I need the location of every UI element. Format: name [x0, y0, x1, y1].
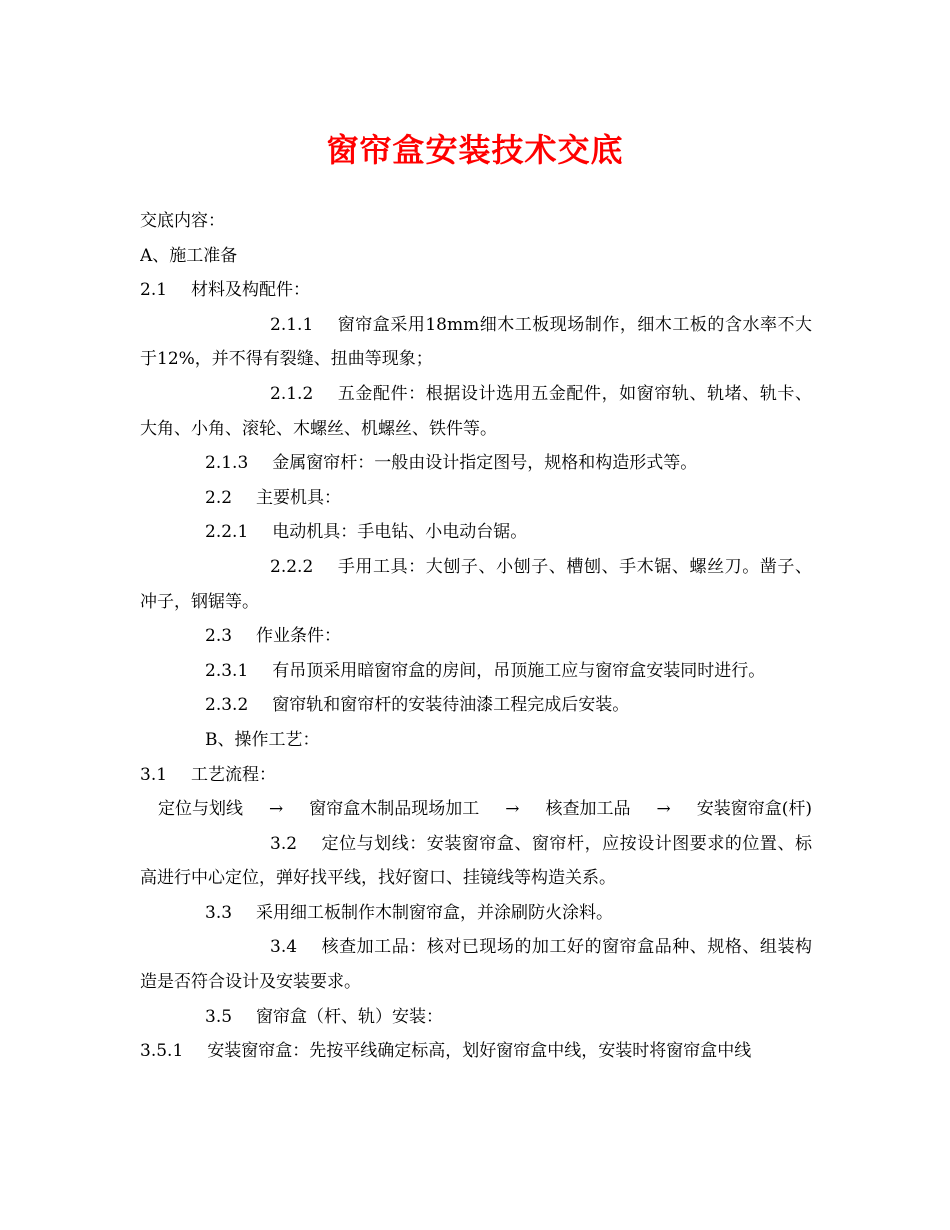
item-number: 2.1.2	[270, 383, 314, 404]
item-number: 3.1	[140, 764, 168, 785]
item-number: 3.5	[205, 1006, 233, 1027]
item-text: 五金配件：根据设计选用五金配件，如窗帘轨、轨堵、轨卡、大角、小角、滚轮、木螺丝、机螺丝、铁件等。	[140, 383, 812, 439]
item-text: 有吊顶采用暗窗帘盒的房间，吊顶施工应与窗帘盒安装同时进行。	[272, 660, 766, 681]
paragraph	[140, 654, 812, 689]
item-number: 2.1.1	[270, 314, 314, 335]
item-text: 作业条件：	[256, 626, 342, 647]
paragraph	[140, 896, 812, 931]
paragraph	[140, 377, 812, 446]
paragraph	[140, 1000, 812, 1035]
paragraph	[140, 308, 812, 377]
paragraph	[140, 550, 812, 619]
item-text: 窗帘盒（杆、轨）安装：	[256, 1006, 444, 1027]
item-number: 3.4	[270, 937, 298, 958]
item-text: 采用细工板制作木制窗帘盒，并涂刷防火涂料。	[256, 902, 614, 923]
process-flow	[140, 792, 812, 827]
item-text: 窗帘轨和窗帘杆的安装待油漆工程完成后安装。	[272, 695, 630, 716]
item-text: 主要机具：	[256, 487, 342, 508]
item-number: 2.3.1	[205, 660, 249, 681]
paragraph	[140, 688, 812, 723]
paragraph	[140, 619, 812, 654]
item-text: 手用工具：大刨子、小刨子、槽刨、手木锯、螺丝刀。凿子、冲子，钢锯等。	[140, 556, 812, 612]
item-text: 工艺流程：	[191, 764, 277, 785]
item-number: 3.5.1	[140, 1041, 184, 1062]
paragraph	[140, 758, 812, 793]
paragraph	[140, 515, 812, 550]
paragraph	[140, 446, 812, 481]
section-heading: A、施工准备	[140, 245, 238, 266]
item-text: 窗帘盒采用18mm细木工板现场制作，细木工板的含水率不大于12%，并不得有裂缝、扭曲等现象；	[140, 314, 812, 370]
item-number: 2.1	[140, 280, 168, 301]
flow-step: 定位与划线	[158, 799, 243, 820]
flow-step: 窗帘盒木制品现场加工	[309, 799, 480, 820]
document-body	[140, 204, 812, 1069]
item-number: 2.1.3	[205, 453, 249, 474]
arrow-right-icon: →	[505, 799, 520, 820]
item-text: 安装窗帘盒：先按平线确定标高，划好窗帘盒中线，安装时将窗帘盒中线	[207, 1041, 752, 1062]
paragraph	[140, 827, 812, 896]
paragraph	[140, 481, 812, 516]
item-number: 2.3	[205, 626, 233, 647]
paragraph	[140, 930, 812, 999]
item-number: 3.3	[205, 902, 233, 923]
arrow-right-icon: →	[656, 799, 671, 820]
item-number: 2.3.2	[205, 695, 249, 716]
paragraph	[140, 273, 812, 308]
item-number: 2.2.2	[270, 556, 314, 577]
paragraph: 交底内容：	[140, 211, 225, 231]
item-text: 材料及构配件：	[191, 280, 311, 301]
item-text: 定位与划线：安装窗帘盒、窗帘杆，应按设计图要求的位置、标高进行中心定位，弹好找平线，找好窗口、挂镜线等构造关系。	[140, 833, 812, 889]
flow-step: 安装窗帘盒(杆)	[696, 799, 812, 820]
item-number: 2.2	[205, 487, 233, 508]
item-text: 核查加工品：核对已现场的加工好的窗帘盒品种、规格、组装构造是否符合设计及安装要求。	[140, 937, 812, 993]
item-text: 电动机具：手电钻、小电动台锯。	[272, 522, 528, 543]
item-number: 3.2	[270, 833, 298, 854]
item-number: 2.2.1	[205, 522, 249, 543]
document-title: 窗帘盒安装技术交底	[326, 131, 624, 169]
arrow-right-icon: →	[269, 799, 284, 820]
flow-step: 核查加工品	[545, 799, 631, 820]
paragraph	[140, 1034, 812, 1069]
section-heading: B、操作工艺：	[205, 729, 320, 750]
item-text: 金属窗帘杆：一般由设计指定图号，规格和构造形式等。	[272, 453, 698, 474]
